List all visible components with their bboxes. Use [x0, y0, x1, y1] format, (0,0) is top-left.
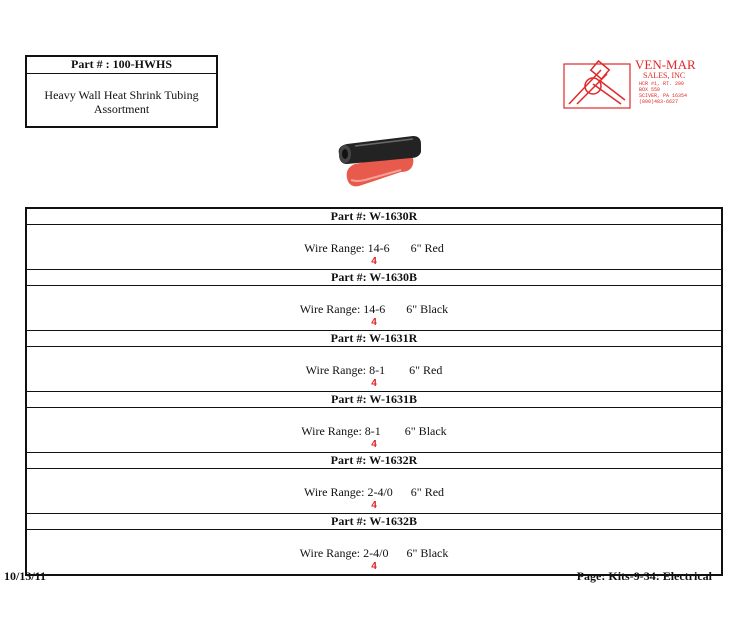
- wire-range: Wire Range: 8-1 6" Black: [301, 424, 447, 438]
- wire-range: Wire Range: 8-1 6" Red: [305, 363, 443, 377]
- part-row: [27, 514, 721, 574]
- part-details: [27, 225, 721, 270]
- kit-part-number: Part # : 100-HWHS: [27, 57, 216, 74]
- wire-range: Wire Range: 14-6 6" Black: [299, 302, 449, 316]
- part-row: [27, 270, 721, 331]
- quantity: 4: [371, 500, 377, 511]
- kit-description: [27, 74, 216, 116]
- footer-page-label: Page: Kits-9-34: Electrical: [576, 569, 712, 583]
- description-line-2: Assortment: [93, 102, 150, 116]
- part-details: [27, 469, 721, 514]
- part-number-header: Part #: W-1631R: [27, 331, 721, 347]
- part-details: [27, 347, 721, 392]
- logo-name: VEN-MAR: [635, 57, 696, 72]
- quantity: 4: [371, 317, 377, 328]
- parts-table: [25, 207, 723, 576]
- logo-line-5: SCIVER, PA 16354: [639, 93, 688, 99]
- footer-date: 10/13/11: [4, 569, 47, 583]
- part-row: [27, 392, 721, 453]
- part-number-header: Part #: W-1632R: [27, 453, 721, 469]
- logo-line-3: HCR #1, RT. 200: [639, 81, 685, 87]
- part-details: [27, 408, 721, 453]
- description-line-1: Heavy Wall Heat Shrink Tubing: [44, 88, 199, 102]
- quantity: 4: [371, 378, 377, 389]
- part-number-box: [25, 55, 218, 128]
- wire-range: Wire Range: 14-6 6" Red: [304, 241, 444, 255]
- quantity: 4: [371, 439, 377, 450]
- logo-line-2: SALES, INC: [643, 71, 686, 80]
- part-number-header: Part #: W-1632B: [27, 514, 721, 530]
- part-row: [27, 331, 721, 392]
- part-number-header: Part #: W-1630R: [27, 209, 721, 225]
- logo-line-6: (800)483-6627: [639, 99, 679, 105]
- part-row: [27, 453, 721, 514]
- part-number-header: Part #: W-1630B: [27, 270, 721, 286]
- quantity: 4: [371, 561, 377, 572]
- quantity: 4: [371, 256, 377, 267]
- wire-range: Wire Range: 2-4/0 6" Black: [299, 546, 449, 560]
- logo-line-4: BOX 550: [639, 87, 661, 93]
- product-photo: [335, 134, 421, 192]
- part-row: [27, 209, 721, 270]
- part-details: [27, 286, 721, 331]
- wire-range: Wire Range: 2-4/0 6" Red: [303, 485, 445, 499]
- part-number-header: Part #: W-1631B: [27, 392, 721, 408]
- company-logo: [563, 56, 715, 112]
- part-details: [27, 530, 721, 574]
